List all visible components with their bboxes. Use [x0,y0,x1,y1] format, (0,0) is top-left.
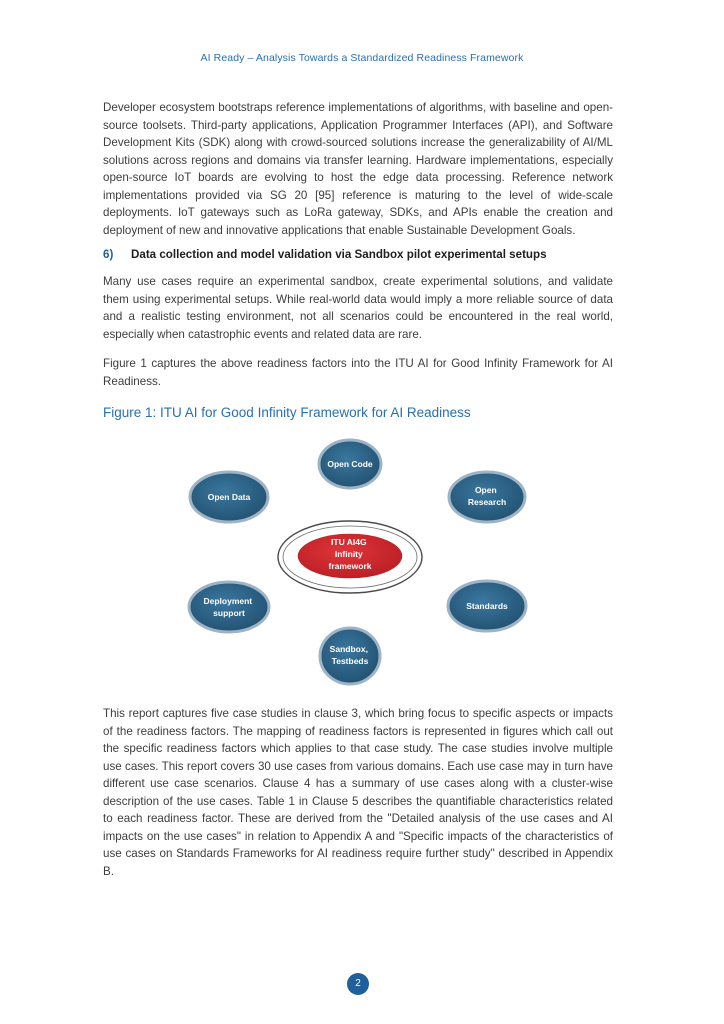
node-sandbox-testbeds [320,628,380,684]
node-open-code-label: Open Code [327,459,373,469]
node-deployment-support [189,582,269,632]
svg-text:Open Data [208,492,251,502]
node-deployment-support-label-2: support [213,608,245,618]
section-title: Data collection and model validation via Sandbox pilot experimental setups [131,248,547,261]
node-standards [448,581,526,631]
section-heading [103,248,613,261]
node-sandbox-testbeds-label-2: Testbeds [331,656,369,666]
node-deployment-support-label-1: Deployment [203,596,253,606]
node-open-research-label-1: Open [474,485,497,495]
node-open-data-label: Open Data [207,492,251,502]
svg-text:Open Code [327,459,373,469]
center-node [297,533,403,579]
node-open-data [190,472,268,522]
node-open-code [319,440,381,488]
node-sandbox-testbeds-label-1: Sandbox, [329,644,368,654]
paragraph-case-studies: This report captures five case studies in clause 3, which bring focus to specific aspects or impacts of the readiness factors. The mapping of readiness factors is represented in figures which call out the specific readiness factors which applies to that case study. The case studies involve multiple use cases. This report covers 30 use cases from various domains. Each use case may in turn have different use case scenarios. Clause 4 has a summary of use cases along with a cluster-wise description of the use cases. Table 1 in Clause 5 describes the quantifiable characteristics related to each readiness factor. These are derived from the "Detailed analysis of the use cases and AI impacts on the use cases" in relation to Appendix A and "Specific impacts of the characteristics of use cases on Standards Frameworks for AI readiness require further study" described in Appendix B. [103,707,613,878]
paragraph-developer-ecosystem: Developer ecosystem bootstraps reference implementations of algorithms, with baseline and open-source toolsets. Third-party applications, Application Programmer Interfaces (API), and Software Development Kits (SDK) along with crowd-sourced solutions increase the generalizability of AI/ML solutions across regions and domains via transfer learning. Hardware implementations, especially open-source IoT boards are evolving to host the edge data processing. Reference network implementations provided via SG 20 [95] reference is maturing to the level of wide-scale deployments. IoT gateways such as LoRa gateway, SDKs, and APIs enable the creation and deployment of new and innovative applications that enable Sustainable Development Goals. [103,101,613,237]
node-standards-label: Standards [466,601,508,611]
center-line-3: framework [328,561,372,571]
running-header: AI Ready – Analysis Towards a Standardized Readiness Framework [200,52,524,64]
infinity-framework-diagram [180,436,540,690]
node-open-research-label-2: Research [467,497,507,507]
center-line-1: ITU AI4G [331,537,367,547]
svg-text:Standards [466,601,508,611]
paragraph-figure-intro: Figure 1 captures the above readiness factors into the ITU AI for Good Infinity Framework for AI Readiness. [103,357,613,388]
center-line-2: Infinity [334,549,363,559]
node-open-research [449,472,525,522]
figure-caption: Figure 1: ITU AI for Good Infinity Framework for AI Readiness [103,405,471,420]
page-number: 2 [347,973,369,995]
section-number: 6) [103,248,114,261]
paragraph-sandbox: Many use cases require an experimental sandbox, create experimental solutions, and validate them using experimental setups. While real-world data would imply a more reliable source of data and a realistic testing environment, not all scenarios could be encountered in the real world, especially when catastrophic events and related data are rare. [103,275,613,341]
